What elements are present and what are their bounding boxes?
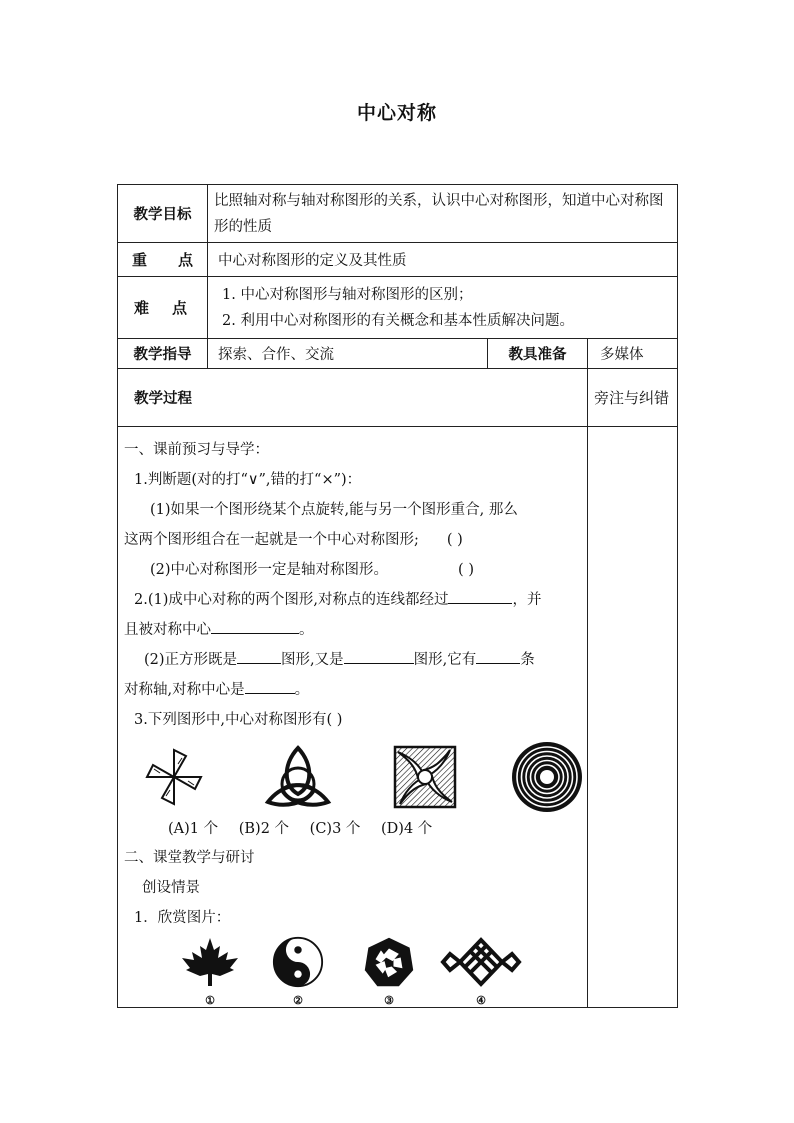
answer-paren-2: ( ) bbox=[458, 562, 474, 578]
question-2b-part-6: 。 bbox=[294, 682, 310, 698]
pinwheel-icon bbox=[134, 742, 214, 812]
option-c[interactable]: (C)3 个 bbox=[309, 821, 361, 837]
question-1a-line-2: 这两个图形组合在一起就是一个中心对称图形; bbox=[124, 532, 419, 548]
question-2b-part-5: 对称轴,对称中心是 bbox=[124, 682, 245, 698]
blank-2a-2[interactable] bbox=[211, 618, 299, 634]
key-point-label-a: 重 bbox=[132, 251, 148, 269]
question-2b-part-4: 条 bbox=[520, 652, 535, 668]
question-3: 3.下列图形中,中心对称图形有( ) bbox=[134, 712, 343, 728]
tools-label: 教具准备 bbox=[488, 339, 588, 369]
difficulty-item-1: 1. 中心对称图形与轴对称图形的区别； bbox=[222, 286, 473, 303]
process-label: 教学过程 bbox=[118, 369, 588, 427]
objectives-text: 比照轴对称与轴对称图形的关系，认识中心对称图形，知道中心对称图形的性质 bbox=[208, 185, 678, 243]
difficulty-label-a: 难 bbox=[134, 299, 150, 317]
question-3-figures bbox=[124, 739, 583, 815]
question-1a-line-1: (1)如果一个图形绕某个点旋转,能与另一个图形重合, 那么 bbox=[150, 502, 518, 518]
difficulty-label-b: 点 bbox=[171, 299, 187, 317]
key-point-label-b: 点 bbox=[177, 251, 193, 269]
blank-2a-1[interactable] bbox=[448, 588, 512, 604]
appreciation-pictures bbox=[124, 937, 583, 1007]
answer-paren-1: ( ) bbox=[446, 532, 463, 548]
question-2a-line-2-end: 。 bbox=[299, 622, 314, 638]
difficulty-row bbox=[118, 277, 678, 339]
question-2a-line-1: 2.(1)成中心对称的两个图形,对称点的连线都经过 bbox=[134, 592, 449, 608]
objectives-row bbox=[118, 185, 678, 243]
guidance-text: 探索、合作、交流 bbox=[208, 339, 488, 369]
maple-leaf-icon bbox=[178, 936, 242, 992]
side-note-area[interactable] bbox=[588, 427, 678, 1008]
blank-2b-3[interactable] bbox=[476, 648, 520, 664]
option-d[interactable]: (D)4 个 bbox=[381, 821, 433, 837]
guidance-row bbox=[118, 339, 678, 369]
picture-label-4: ④ bbox=[476, 994, 486, 1007]
process-body-row bbox=[118, 427, 678, 1008]
blank-2b-2[interactable] bbox=[344, 648, 414, 664]
process-header-row bbox=[118, 369, 678, 427]
key-point-row bbox=[118, 243, 678, 277]
section-1-heading: 一、课前预习与导学： bbox=[124, 442, 269, 458]
tools-text: 多媒体 bbox=[588, 339, 678, 369]
question-2b-part-2: 图形,又是 bbox=[281, 652, 344, 668]
question-2a-line-1-end: ，并 bbox=[512, 592, 542, 608]
triquetra-icon bbox=[258, 742, 338, 812]
question-2a-line-2: 且被对称中心 bbox=[124, 622, 211, 638]
question-1b: (2)中心对称图形一定是轴对称图形。 bbox=[150, 562, 389, 578]
appreciate-heading: 1．欣赏图片： bbox=[134, 910, 231, 926]
blank-2b-1[interactable] bbox=[237, 648, 281, 664]
question-2b-part-3: 图形,它有 bbox=[413, 652, 477, 668]
blank-2b-4[interactable] bbox=[245, 678, 295, 694]
option-b[interactable]: (B)2 个 bbox=[238, 821, 290, 837]
objectives-label: 教学目标 bbox=[118, 185, 208, 243]
picture-label-3: ③ bbox=[384, 994, 394, 1007]
guidance-label: 教学指导 bbox=[118, 339, 208, 369]
picture-label-2: ② bbox=[293, 994, 303, 1007]
question-2b-part-1: (2)正方形既是 bbox=[144, 652, 238, 668]
concentric-circles-icon bbox=[510, 740, 584, 814]
page-title: 中心对称 bbox=[356, 102, 437, 124]
process-body bbox=[118, 427, 588, 1008]
scenario-heading: 创设情景 bbox=[142, 880, 200, 896]
picture-label-1: ① bbox=[205, 994, 215, 1007]
yin-yang-icon bbox=[270, 936, 326, 992]
section-2-heading: 二、课堂教学与研讨 bbox=[124, 850, 255, 866]
question-1: 1.判断题(对的打“∨”,错的打“×”)： bbox=[134, 472, 362, 488]
option-a[interactable]: (A)1 个 bbox=[168, 821, 219, 837]
difficulty-item-2: 2. 利用中心对称图形的有关概念和基本性质解决问题。 bbox=[222, 312, 574, 329]
camera-aperture-icon bbox=[360, 936, 418, 992]
key-point-text: 中心对称图形的定义及其性质 bbox=[208, 243, 678, 277]
endless-knot-icon bbox=[440, 936, 522, 992]
lesson-plan-table bbox=[117, 184, 678, 1008]
swirl-square-icon bbox=[390, 742, 460, 812]
side-note-label: 旁注与纠错 bbox=[588, 369, 678, 427]
